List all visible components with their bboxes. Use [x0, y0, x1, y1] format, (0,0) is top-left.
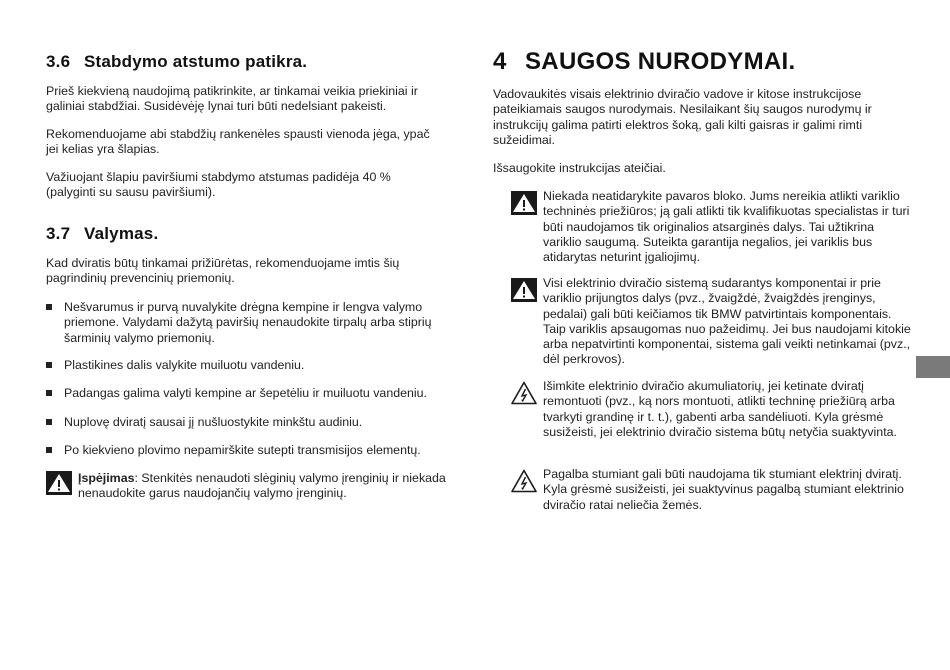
warning-icon [511, 278, 537, 302]
bullet-square-icon [46, 362, 52, 368]
section-3-6-heading: 3.6 Stabdymo atstumo patikra. [46, 52, 308, 71]
warning-icon [511, 191, 537, 215]
warning-label: Įspėjimas [78, 471, 135, 485]
electric-hazard-icon [511, 469, 537, 493]
paragraph-safety-intro: Vadovaukitės visais elektrinio dviračio vadove ir kitose instrukcijose pateikiamais saugos nurodymais. Nesilaikant šių saugos nurodymų ir instrukcijų galima patirti elektros šoką, gali kilti gaisras ir galimi rimti sužeidimai. [493, 87, 872, 147]
chapter-4-heading: 4 SAUGOS NURODYMAI. [493, 48, 796, 75]
bullet-square-icon [46, 419, 52, 425]
paragraph-wet-surface: Važiuojant šlapiu paviršiumi stabdymo atstumas padidėja 40 % (palyginti su sausu paviršiumi). [46, 170, 391, 200]
bullet-square-icon [46, 447, 52, 453]
chapter-thumb-tab [916, 356, 950, 378]
paragraph-brake-levers: Rekomenduojame abi stabdžių rankenėles spausti vienoda jėga, ypač jei kelias yra šlapias. [46, 127, 430, 157]
paragraph-brake-check: Prieš kiekvieną naudojimą patikrinkite, ar tinkamai veikia priekiniai ir galiniai stabdžiai. Susidėvėję lynai turi būti nedelsiant pakeisti. [46, 84, 418, 114]
bullet-square-icon [46, 304, 52, 310]
warning-icon [46, 471, 72, 495]
section-3-7-heading: 3.7 Valymas. [46, 224, 159, 243]
paragraph-cleaning-intro: Kad dviratis būtų tinkamai prižiūrėtas, rekomenduojame imtis šių pagrindinių prevencinių priemonių. [46, 256, 400, 286]
bullet-square-icon [46, 390, 52, 396]
cleaning-warning-text: Įspėjimas: Stenkitės nenaudoti slėginių valymo įrenginių ir niekada nenaudokite garus naudojančių valymo įrenginių. [78, 471, 446, 501]
paragraph-keep-instructions: Išsaugokite instrukcijas ateičiai. [493, 161, 666, 175]
electric-hazard-icon [511, 381, 537, 405]
